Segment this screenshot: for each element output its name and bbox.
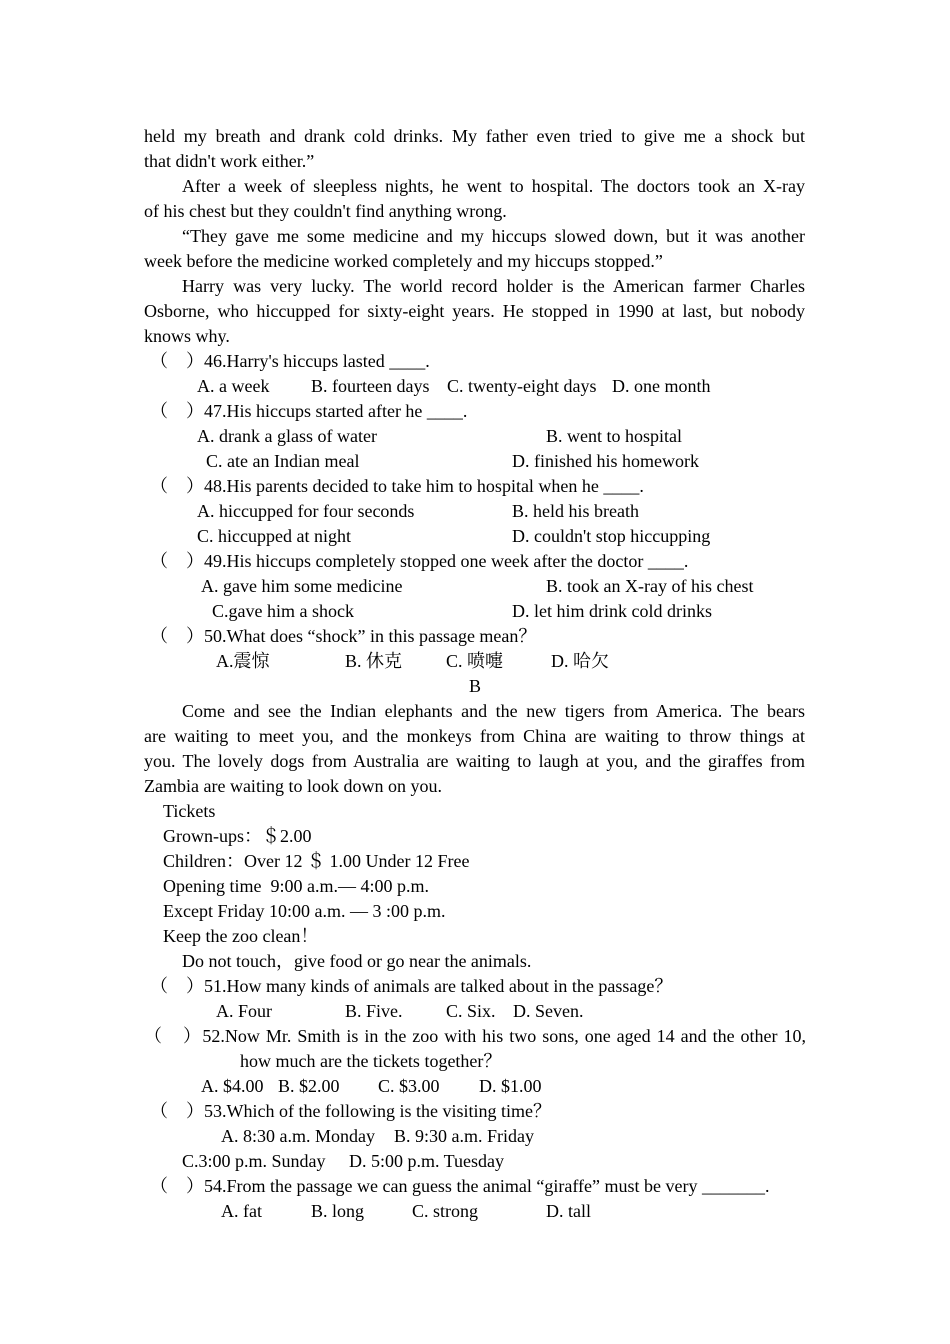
- q48-option-a: A. hiccupped for four seconds: [197, 501, 415, 521]
- q49-option-b: B. took an X-ray of his chest: [546, 576, 754, 596]
- passage-b-line: Zambia are waiting to look down on you.: [144, 776, 442, 796]
- question-48: （ ）48.His parents decided to take him to hospital when he ____.: [150, 476, 644, 496]
- q51-option-b: B. Five.: [345, 1001, 403, 1021]
- q54-option-a: A. fat: [221, 1201, 262, 1221]
- q54-option-d: D. tall: [546, 1201, 591, 1221]
- passage-a-line: After a week of sleepless nights, he went to hospital. The doctors took an X-ray: [182, 176, 805, 196]
- q50-option-a: A.震惊: [216, 651, 270, 671]
- passage-a-line: of his chest but they couldn't find anything wrong.: [144, 201, 507, 221]
- q53-option-c: C.3:00 p.m. Sunday: [182, 1151, 326, 1171]
- notice-except-friday: Except Friday 10:00 a.m. — 3 :00 p.m.: [163, 901, 446, 921]
- question-53: （ ）53.Which of the following is the visiting time？: [150, 1101, 551, 1121]
- q48-option-c: C. hiccupped at night: [197, 526, 351, 546]
- notice-children: Children：Over 12 ＄ 1.00 Under 12 Free: [163, 851, 470, 871]
- q51-option-c: C. Six.: [446, 1001, 496, 1021]
- passage-a-line: that didn't work either.”: [144, 151, 315, 171]
- q52-option-b: B. $2.00: [278, 1076, 340, 1096]
- q47-option-b: B. went to hospital: [546, 426, 682, 446]
- q51-option-a: A. Four: [216, 1001, 273, 1021]
- q51-option-d: D. Seven.: [513, 1001, 584, 1021]
- passage-a-line: Osborne, who hiccupped for sixty-eight years. He stopped in 1990 at last, but nobody: [144, 301, 805, 321]
- question-52-continued: how much are the tickets together？: [240, 1051, 502, 1071]
- q49-option-c: C.gave him a shock: [212, 601, 354, 621]
- q49-option-a: A. gave him some medicine: [201, 576, 403, 596]
- q53-option-a: A. 8:30 a.m. Monday: [221, 1126, 375, 1146]
- passage-b-line: are waiting to meet you, and the monkeys from China are waiting to throw things at: [144, 726, 805, 746]
- q50-option-b: B. 休克: [345, 651, 403, 671]
- q48-option-d: D. couldn't stop hiccupping: [512, 526, 711, 546]
- q47-option-c: C. ate an Indian meal: [206, 451, 360, 471]
- passage-a-line: held my breath and drank cold drinks. My father even tried to give me a shock but: [144, 126, 805, 146]
- notice-opening-time: Opening time 9:00 a.m.— 4:00 p.m.: [163, 876, 429, 896]
- q46-option-c: C. twenty-eight days: [447, 376, 597, 396]
- q50-option-c: C. 喷嚏: [446, 651, 504, 671]
- q48-option-b: B. held his breath: [512, 501, 639, 521]
- q53-option-b: B. 9:30 a.m. Friday: [394, 1126, 534, 1146]
- passage-a-line: week before the medicine worked completely and my hiccups stopped.”: [144, 251, 663, 271]
- q50-option-d: D. 哈欠: [551, 651, 609, 671]
- q46-option-b: B. fourteen days: [311, 376, 430, 396]
- q49-option-d: D. let him drink cold drinks: [512, 601, 712, 621]
- q47-option-a: A. drank a glass of water: [197, 426, 377, 446]
- q46-option-a: A. a week: [197, 376, 270, 396]
- notice-tickets: Tickets: [163, 801, 216, 821]
- section-b-heading: B: [468, 676, 481, 696]
- question-54: （ ）54.From the passage we can guess the animal “giraffe” must be very _______.: [150, 1176, 770, 1196]
- q53-option-d: D. 5:00 p.m. Tuesday: [349, 1151, 505, 1171]
- notice-keep-clean: Keep the zoo clean！: [163, 926, 319, 946]
- passage-b-line: Come and see the Indian elephants and the new tigers from America. The bears: [182, 701, 805, 721]
- passage-b-line: you. The lovely dogs from Australia are waiting to laugh at you, and the giraffes from: [144, 751, 805, 771]
- q52-option-d: D. $1.00: [479, 1076, 542, 1096]
- notice-grown-ups: Grown-ups：＄2.00: [163, 826, 312, 846]
- q46-option-d: D. one month: [612, 376, 711, 396]
- passage-a-line: “They gave me some medicine and my hiccups slowed down, but it was another: [182, 226, 805, 246]
- q52-option-c: C. $3.00: [378, 1076, 440, 1096]
- passage-a-line: knows why.: [144, 326, 230, 346]
- question-52: （ ）52.Now Mr. Smith is in the zoo with his two sons, one aged 14 and the other 10,: [144, 1026, 806, 1046]
- question-46: （ ）46.Harry's hiccups lasted ____.: [150, 351, 430, 371]
- question-51: （ ）51.How many kinds of animals are talked about in the passage？: [150, 976, 673, 996]
- question-50: （ ）50.What does “shock” in this passage mean？: [150, 626, 537, 646]
- notice-do-not-touch: Do not touch，give food or go near the animals.: [182, 951, 532, 971]
- q54-option-c: C. strong: [412, 1201, 479, 1221]
- passage-a-line: Harry was very lucky. The world record holder is the American farmer Charles: [182, 276, 805, 296]
- q54-option-b: B. long: [311, 1201, 365, 1221]
- q52-option-a: A. $4.00: [201, 1076, 264, 1096]
- q47-option-d: D. finished his homework: [512, 451, 699, 471]
- question-49: （ ）49.His hiccups completely stopped one week after the doctor ____.: [150, 551, 689, 571]
- question-47: （ ）47.His hiccups started after he ____.: [150, 401, 468, 421]
